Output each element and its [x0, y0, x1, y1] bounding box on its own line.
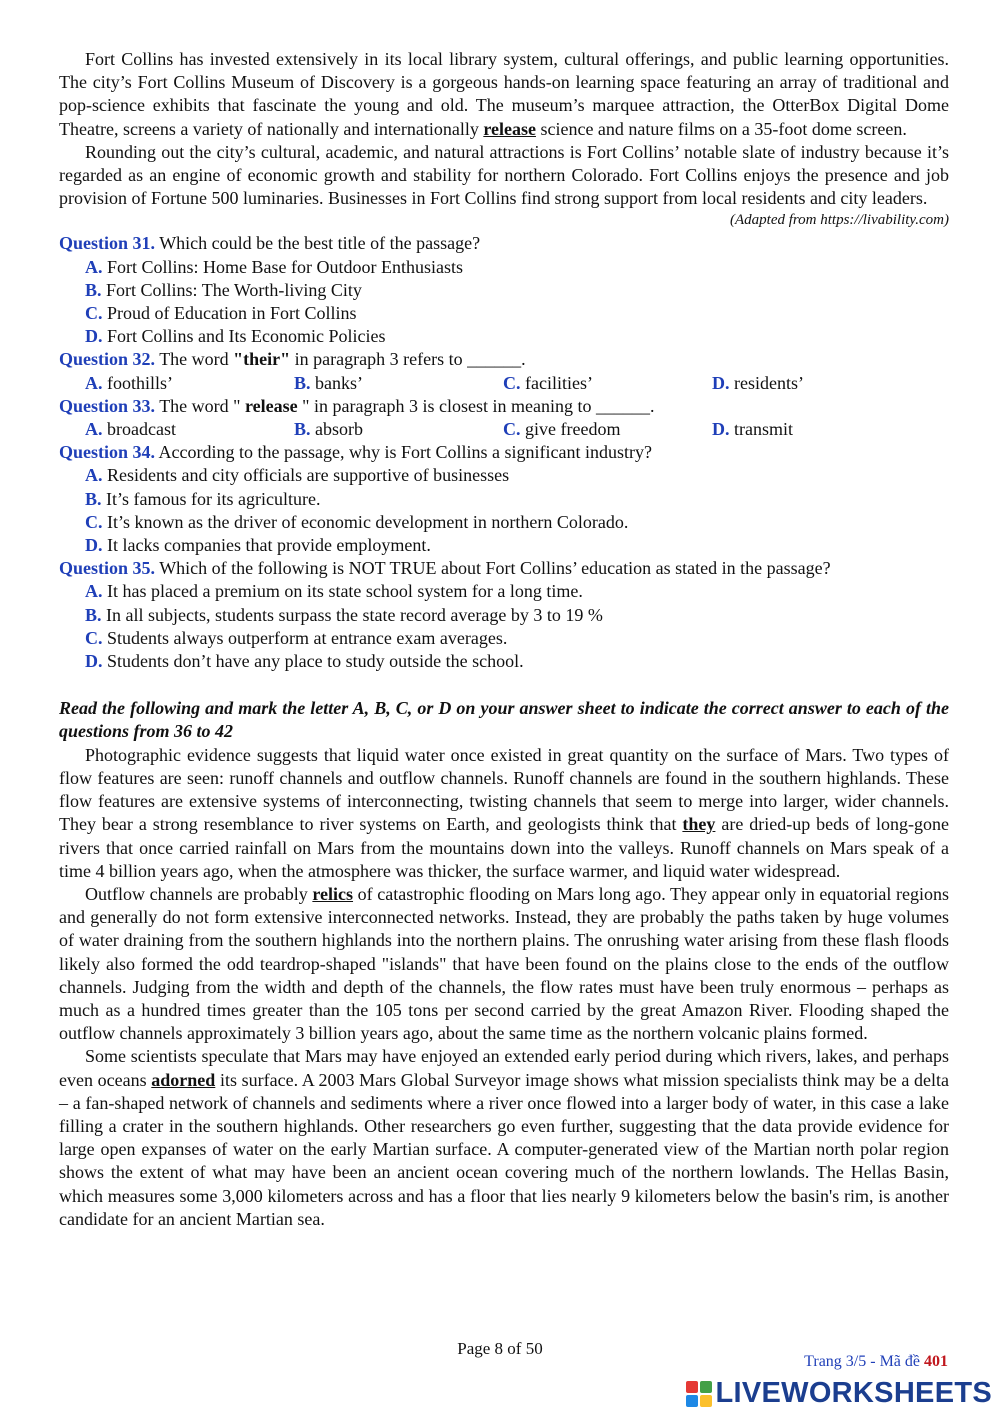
keyword-adorned: adorned [151, 1069, 216, 1090]
logo-text: LIVEWORKSHEETS [715, 1377, 992, 1410]
passage2-paragraph-2: Outflow channels are probably relics of catastrophic flooding on Mars long ago. They appear only in equatorial regions and generally do not form extensive interconnected networks. Instead, they are probably the paths taken by huge volumes of water draining from the southern highlands into the northern plains. The onrushing water arising from these flash floods likely also formed the odd teardrop-shaped "islands" that have been found on the plains close to the ends of the outflow channels. Judging from the width and depth of the channels, the flow rates must have been truly enormous – perhaps as much as a hundred times greater than the 105 tons per second carried by the great Amazon River. Flooding shaped the outflow channels approximately 3 billion years ago, about the same time as the northern volcanic plains formed. [59, 883, 949, 1044]
q32-option-b[interactable]: B. banks’ [294, 372, 364, 393]
q35-option-d[interactable]: D. Students don’t have any place to study outside the school. [85, 651, 524, 672]
q33-option-a[interactable]: A. broadcast [85, 419, 176, 440]
q33-option-c[interactable]: C. give freedom [503, 419, 621, 440]
q31-option-a[interactable]: A. Fort Collins: Home Base for Outdoor Enthusiasts [85, 256, 463, 277]
page-number: Page 8 of 50 [457, 1339, 543, 1358]
keyword-release: release [483, 118, 536, 139]
passage1-paragraph-2: Rounding out the city’s cultural, academic, and natural attractions is Fort Collins’ notable slate of industry because it’s regarded as an engine of economic growth and stability for northern Colorado. Fort Collins enjoys the presence and job provision of Fortune 500 luminaries. Businesses in Fort Collins find strong support from local residents and city leaders. [59, 141, 949, 209]
exam-code: Trang 3/5 - Mã đề 401 [804, 1353, 948, 1370]
q35-option-a[interactable]: A. It has placed a premium on its state school system for a long time. [85, 581, 583, 602]
q31-option-c[interactable]: C. Proud of Education in Fort Collins [85, 303, 357, 324]
worksheet-page [59, 48, 949, 1231]
question-35: Question 35. Which of the following is NOT TRUE about Fort Collins’ education as stated in the passage? [59, 558, 831, 579]
q31-option-b[interactable]: B. Fort Collins: The Worth-living City [85, 279, 362, 300]
q32-option-a[interactable]: A. foothills’ [85, 372, 173, 393]
keyword-relics: relics [312, 883, 354, 904]
q34-option-b[interactable]: B. It’s famous for its agriculture. [85, 488, 321, 509]
passage2-paragraph-1: Photographic evidence suggests that liquid water once existed in great quantity on the surface of Mars. Two types of flow features are seen: runoff channels and outflow channels. Runoff channels are found in the southern highlands. These flow features are extensive systems of interconnecting, twisting channels that seem to merge into larger, wider channels. They bear a strong resemblance to river systems on Earth, and geologists think that they are dried-up beds of long-gone rivers that once carried rainfall on Mars from the mountains down into the valleys. Runoff channels on Mars speak of a time 4 billion years ago, when the atmosphere was thicker, the surface warmer, and liquid water widespread. [59, 744, 949, 881]
q33-option-b[interactable]: B. absorb [294, 419, 364, 440]
q33-option-d[interactable]: D. transmit [712, 419, 793, 440]
q35-option-b[interactable]: B. In all subjects, students surpass the state record average by 3 to 19 % [85, 604, 603, 625]
source-citation: (Adapted from https://livability.com) [730, 212, 949, 229]
q34-option-d[interactable]: D. It lacks companies that provide employment. [85, 535, 431, 556]
q33-options-row [85, 418, 949, 441]
liveworksheets-logo[interactable] [686, 1378, 993, 1410]
section-instruction: Read the following and mark the letter A, B, C, or D on your answer sheet to indicate the correct answer to each of the questions from 36 to 42 [59, 698, 949, 742]
q32-options-row [85, 372, 949, 395]
q35-option-c[interactable]: C. Students always outperform at entrance exam averages. [85, 627, 508, 648]
q34-option-c[interactable]: C. It’s known as the driver of economic development in northern Colorado. [85, 511, 629, 532]
logo-grid-icon [686, 1381, 712, 1407]
question-34: Question 34. According to the passage, why is Fort Collins a significant industry? [59, 442, 652, 463]
passage1-paragraph-1: Fort Collins has invested extensively in its local library system, cultural offerings, and public learning opportunities. The city’s Fort Collins Museum of Discovery is a gorgeous hands-on learning space featuring an array of traditional and pop-science exhibits that fascinate the young and old. The museum’s marquee attraction, the OtterBox Digital Dome Theatre, screens a variety of nationally and internationally release science and nature films on a 35-foot dome screen. [59, 49, 949, 139]
question-33: Question 33. The word " release " in paragraph 3 is closest in meaning to ______. [59, 395, 655, 416]
passage2-paragraph-3: Some scientists speculate that Mars may have enjoyed an extended early period during which rivers, lakes, and perhaps even oceans adorned its surface. A 2003 Mars Global Surveyor image shows what mission specialists think may be a delta – a fan-shaped network of channels and sediments where a river once flowed into a larger body of water, in this case a lake filling a crater in the southern highlands. Other researchers go even further, suggesting that the data provide evidence for large open expanses of water on the early Martian surface. A computer-generated view of the Martian north polar region shows the extent of what may have been an ancient ocean covering much of the northern lowlands. The Hellas Basin, which measures some 3,000 kilometers across and has a floor that lies nearly 9 kilometers below the basin's rim, is another candidate for an ancient Martian sea. [59, 1046, 950, 1229]
q34-option-a[interactable]: A. Residents and city officials are supportive of businesses [85, 465, 510, 486]
question-31: Question 31. Which could be the best title of the passage? [59, 233, 481, 254]
q31-option-d[interactable]: D. Fort Collins and Its Economic Policies [85, 326, 386, 347]
q32-option-d[interactable]: D. residents’ [712, 372, 804, 393]
q32-option-c[interactable]: C. facilities’ [503, 372, 593, 393]
question-32: Question 32. The word "their" in paragraph 3 refers to ______. [59, 349, 526, 370]
keyword-they: they [682, 814, 716, 835]
